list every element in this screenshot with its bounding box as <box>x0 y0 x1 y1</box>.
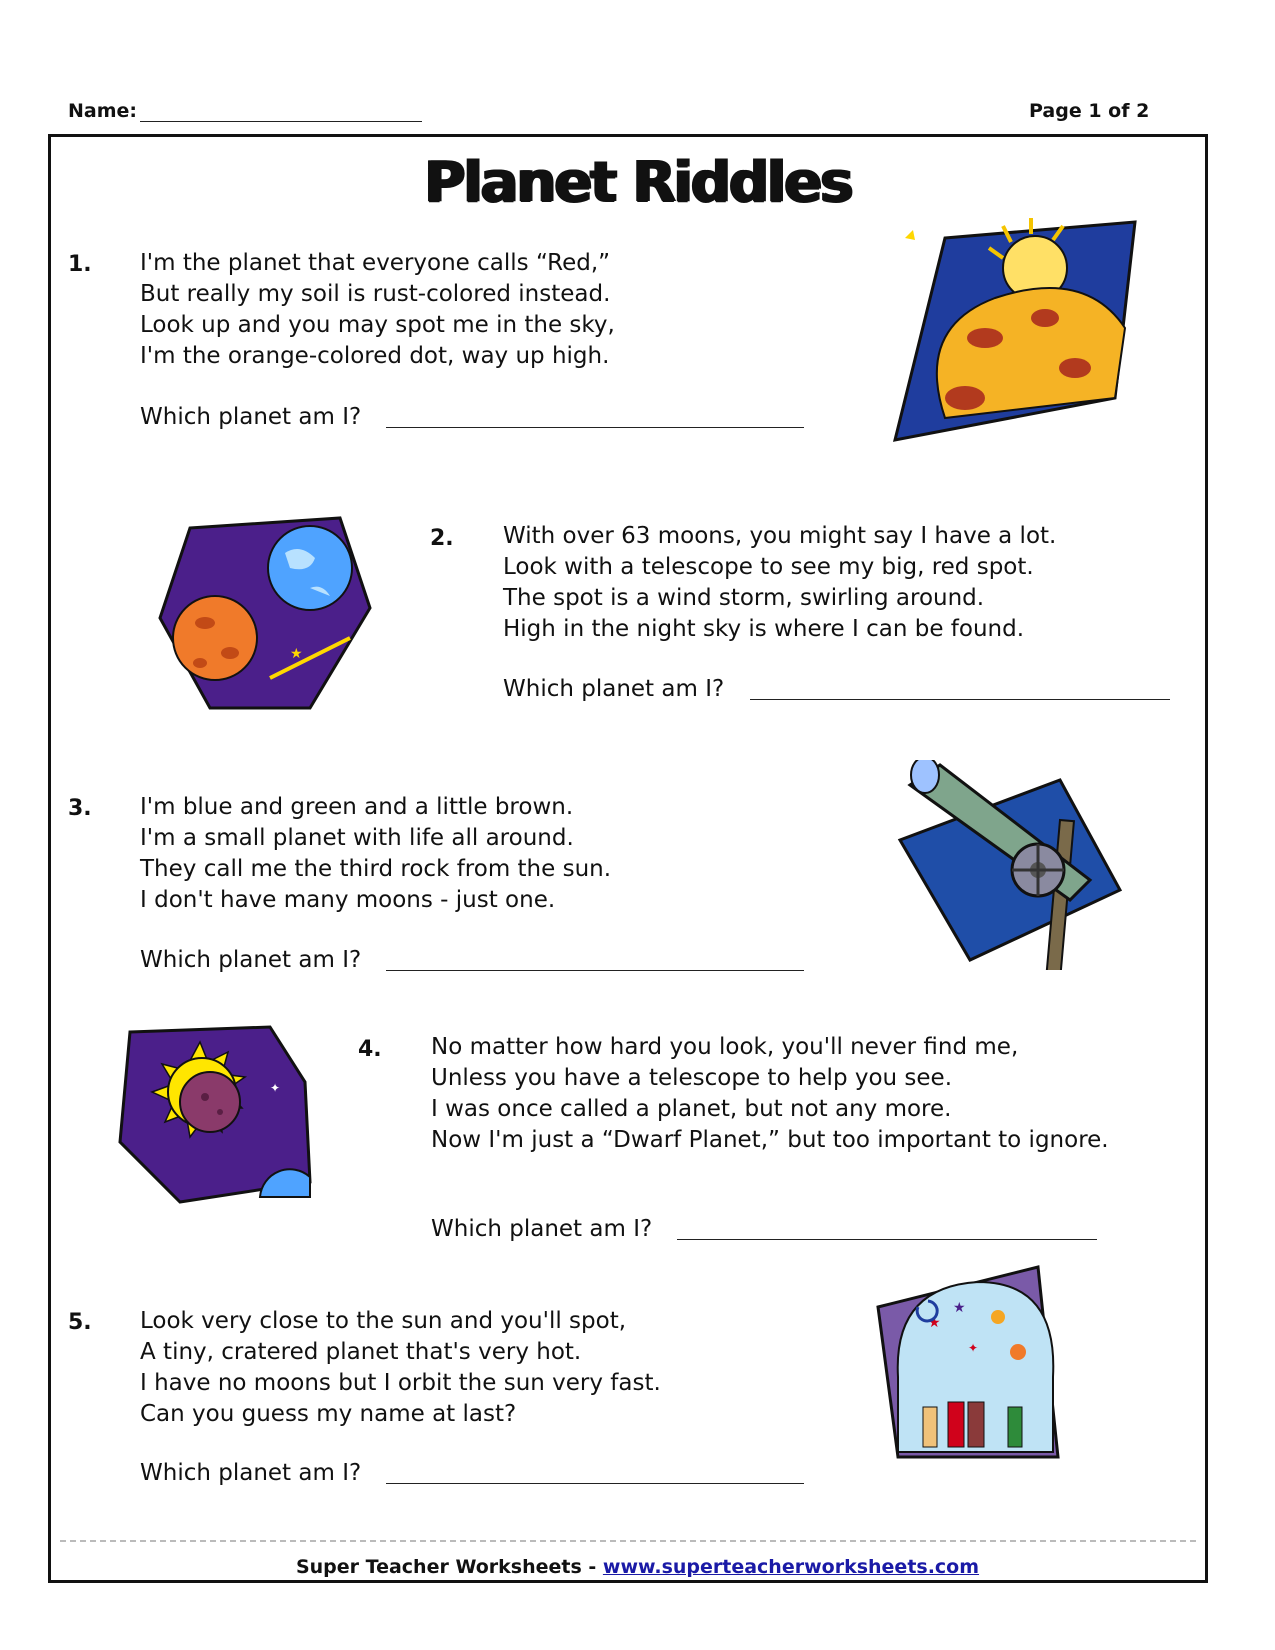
planet-clipart-icon <box>885 218 1145 446</box>
answer-line-4[interactable] <box>677 1239 1097 1240</box>
riddle-text-5: Look very close to the sun and you'll spot, A tiny, cratered planet that's very hot. I have no moons but I orbit the sun very fast. Can you guess my name at last? <box>140 1308 661 1427</box>
answer-line-3[interactable] <box>386 970 804 971</box>
riddle-number-1: 1. <box>68 252 92 277</box>
planets-clipart-icon <box>150 508 380 718</box>
svg-text:★: ★ <box>953 1300 966 1316</box>
planetarium-clipart-icon <box>868 1257 1088 1469</box>
riddle-text-2: With over 63 moons, you might say I have a lot. Look with a telescope to see my big, red spot. The spot is a wind storm, swirling around. High in the night sky is where I can be found. <box>503 523 1057 642</box>
footer-divider <box>60 1540 1196 1542</box>
footer-brand: Super Teacher Worksheets - <box>295 1556 603 1578</box>
riddle-text-1: I'm the planet that everyone calls “Red,” But really my soil is rust-colored instead. Look up and you may spot me in the sky, I'm the orange-colored dot, way up high. <box>140 250 615 369</box>
riddle-number-2: 2. <box>430 526 454 551</box>
riddle-number-3: 3. <box>68 796 92 821</box>
svg-text:✦: ✦ <box>270 1081 281 1095</box>
answer-line-2[interactable] <box>750 699 1170 700</box>
riddle-prompt-2: Which planet am I? <box>503 676 725 702</box>
name-field[interactable] <box>140 121 422 122</box>
riddle-text-4: No matter how hard you look, you'll never find me, Unless you have a telescope to help you see. I was once called a planet, but not any more. Now I'm just a “Dwarf Planet,” but too important to ignore. <box>431 1034 1109 1153</box>
riddle-text-3: I'm blue and green and a little brown. I'm a small planet with life all around. They call me the third rock from the sun. I don't have many moons - just one. <box>140 794 612 913</box>
answer-line-1[interactable] <box>386 427 804 428</box>
page-indicator: Page 1 of 2 <box>1029 100 1150 122</box>
answer-line-5[interactable] <box>386 1483 804 1484</box>
riddle-prompt-1: Which planet am I? <box>140 404 362 430</box>
footer <box>0 1556 1275 1578</box>
riddle-number-4: 4. <box>358 1037 382 1062</box>
riddle-prompt-3: Which planet am I? <box>140 947 362 973</box>
telescope-clipart-icon <box>890 760 1130 970</box>
name-label: Name: <box>68 100 138 122</box>
svg-text:✦: ✦ <box>968 1341 979 1355</box>
svg-text:★: ★ <box>290 646 303 662</box>
footer-link[interactable]: www.superteacherworksheets.com <box>602 1556 980 1578</box>
page-title: Planet Riddles <box>423 150 852 215</box>
riddle-prompt-5: Which planet am I? <box>140 1460 362 1486</box>
riddle-number-5: 5. <box>68 1310 92 1335</box>
svg-text:★: ★ <box>928 1315 941 1331</box>
riddle-prompt-4: Which planet am I? <box>431 1216 653 1242</box>
eclipse-clipart-icon <box>110 1022 320 1222</box>
